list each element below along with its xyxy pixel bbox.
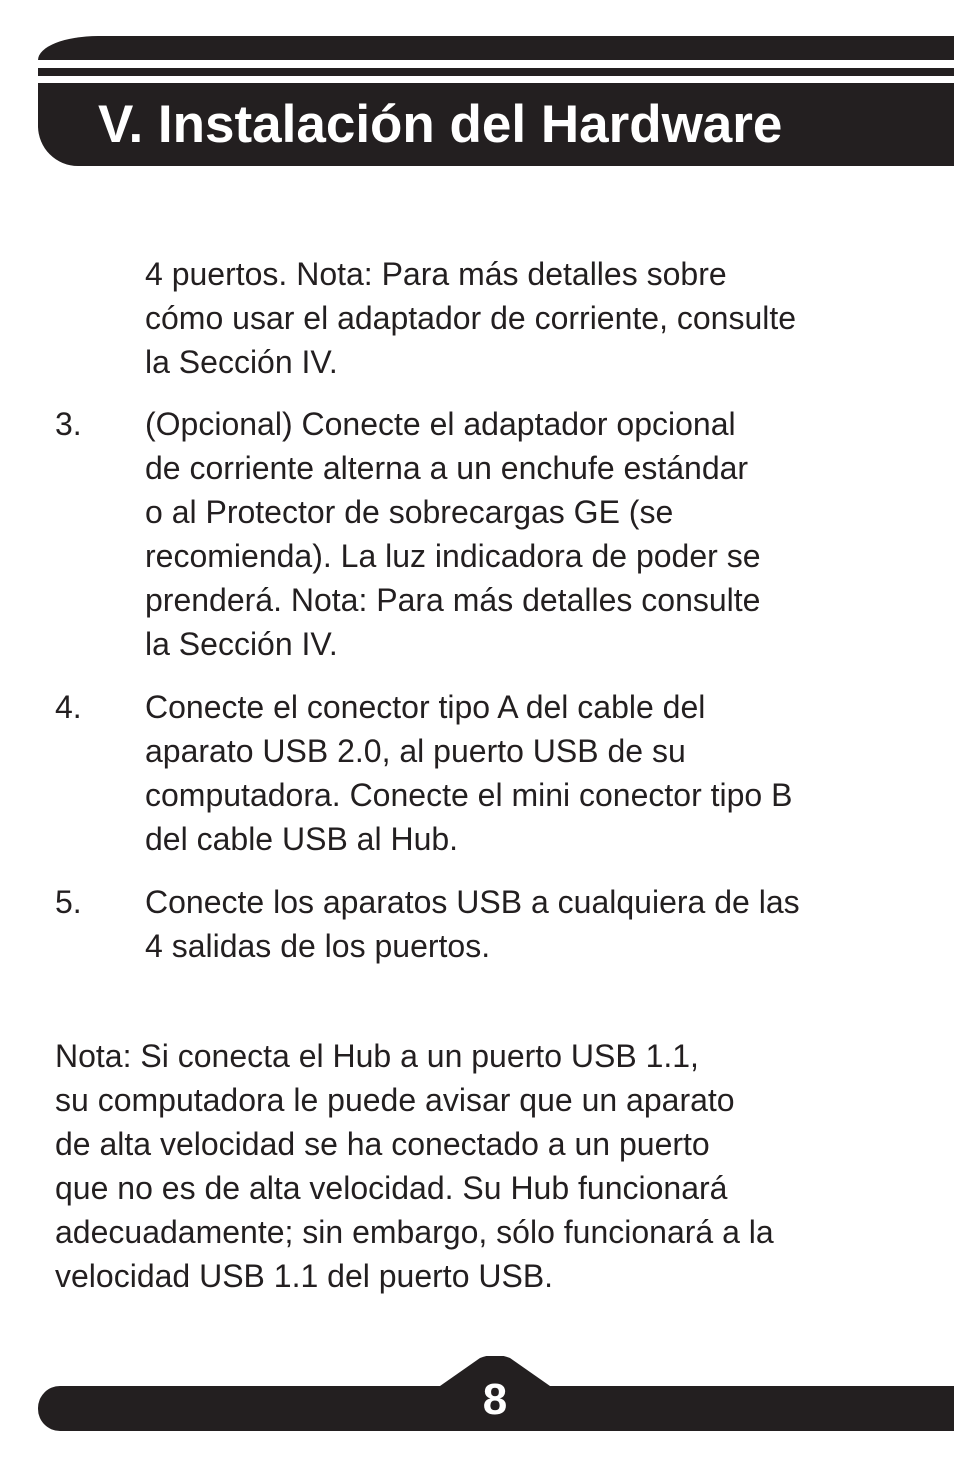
step-line: la Sección IV. [145,626,338,662]
continuation-line: la Sección IV. [145,344,338,380]
header-stripe-thin [38,68,954,76]
step-line: prenderá. Nota: Para más detalles consulte [145,582,761,618]
note-line: su computadora le puede avisar que un aparato [55,1082,735,1118]
step-line: (Opcional) Conecte el adaptador opcional [145,406,736,442]
note-line: que no es de alta velocidad. Su Hub funcionará [55,1170,728,1206]
step-line: aparato USB 2.0, al puerto USB de su [145,733,686,769]
step-line: o al Protector de sobrecargas GE (se [145,494,674,530]
step-line: del cable USB al Hub. [145,821,459,857]
step-line: computadora. Conecte el mini conector tipo B [145,777,793,813]
note-line: velocidad USB 1.1 del puerto USB. [55,1258,554,1294]
step-line: Conecte los aparatos USB a cualquiera de las [145,884,800,920]
continuation-line: cómo usar el adaptador de corriente, consulte [145,300,797,336]
continuation-line: 4 puertos. Nota: Para más detalles sobre [145,256,727,292]
step-line: de corriente alterna a un enchufe estándar [145,450,749,486]
note-line: Nota: Si conecta el Hub a un puerto USB 1.1, [55,1038,699,1074]
step-number: 5. [55,884,82,920]
page-title: V. Instalación del Hardware [98,95,783,154]
step-number: 4. [55,689,82,725]
step-line: recomienda). La luz indicadora de poder se [145,538,761,574]
page-number: 8 [482,1375,508,1424]
step-number: 3. [55,406,82,442]
header-stripe-top [38,36,954,60]
page-header [38,36,954,166]
note-line: adecuadamente; sin embargo, sólo funcionará a la [55,1214,774,1250]
note-line: de alta velocidad se ha conectado a un puerto [55,1126,710,1162]
step-line: Conecte el conector tipo A del cable del [145,689,706,725]
step-line: 4 salidas de los puertos. [145,928,491,964]
